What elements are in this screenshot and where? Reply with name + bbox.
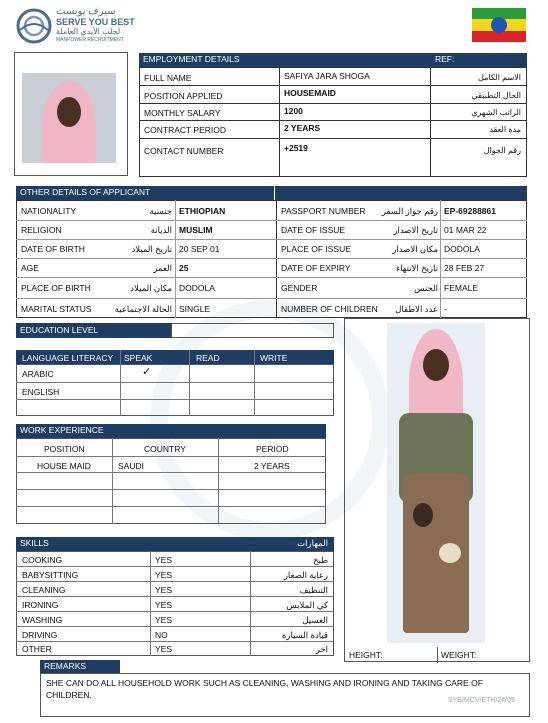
age-value: 25 xyxy=(179,263,189,273)
headshot-frame xyxy=(14,52,128,176)
position-label: POSITION APPLIED xyxy=(144,91,223,101)
religion-value: MUSLIM xyxy=(179,225,213,235)
skill-ironing: IRONING xyxy=(22,600,59,610)
skill-washing: WASHING xyxy=(22,615,63,625)
passport-value: EP-69288861 xyxy=(444,206,496,216)
logo-emblem-icon xyxy=(16,8,52,44)
work-header-position: POSITION xyxy=(44,444,85,454)
issue-date-label: DATE OF ISSUE xyxy=(281,225,346,235)
employment-header xyxy=(139,53,527,67)
skills-title: SKILLS xyxy=(20,538,49,548)
passport-arabic: رقم جواز السفر xyxy=(381,206,438,216)
salary-label: MONTHLY SALARY xyxy=(144,108,221,118)
weight-label: WEIGHT: xyxy=(441,650,477,660)
skill-driving: DRIVING xyxy=(22,630,58,640)
position-value: HOUSEMAID xyxy=(284,88,336,98)
nationality-arabic: جنسية xyxy=(149,206,172,216)
logo-name: SERVE YOU BEST xyxy=(56,17,135,27)
dob-arabic: تاريخ الميلاد xyxy=(131,244,172,254)
salary-value: 1200 xyxy=(284,106,303,116)
skill-cleaning: CLEANING xyxy=(22,585,66,595)
passport-label: PASSPORT NUMBER xyxy=(281,206,366,216)
skill-babysitting-value: YES xyxy=(155,570,173,580)
skill-other-value: YES xyxy=(155,644,173,654)
gender-label: GENDER xyxy=(281,283,318,293)
other-details-title: OTHER DETAILS OF APPLICANT xyxy=(20,187,151,197)
headshot-photo xyxy=(22,73,116,163)
employment-title: EMPLOYMENT DETAILS xyxy=(143,54,240,64)
age-arabic: العمر xyxy=(153,263,172,273)
ethiopia-flag xyxy=(472,8,526,42)
work-position-value: HOUSE MAID xyxy=(37,461,91,471)
pob-value: DODOLA xyxy=(179,283,215,293)
contract-label: CONTRACT PERIOD xyxy=(144,125,227,135)
remarks-header xyxy=(40,660,120,673)
lang-arabic-speak-check: ✓ xyxy=(142,366,152,378)
lang-header-literacy: LANGUAGE LITERACY xyxy=(22,353,114,363)
remarks-text: SHE CAN DO ALL HOUSEHOLD WORK SUCH AS CLEANING, WASHING AND IRONING AND TAKING CARE OF CHILDREN. xyxy=(46,678,483,700)
children-arabic: عدد الاطفال xyxy=(395,304,438,314)
nationality-value: ETHIOPIAN xyxy=(179,206,226,216)
dob-label: DATE OF BIRTH xyxy=(21,244,85,254)
work-country-value: SAUDI xyxy=(118,461,144,471)
salary-arabic: الراتب الشهري xyxy=(471,108,521,117)
work-header xyxy=(16,424,326,438)
skill-cleaning-arabic: التنظيف xyxy=(299,585,328,595)
lang-header-read: READ xyxy=(196,353,220,363)
religion-label: RELIGION xyxy=(21,225,62,235)
age-label: AGE xyxy=(21,263,39,273)
height-label: HEIGHT: xyxy=(349,650,383,660)
skill-washing-arabic: الغسيل xyxy=(302,615,328,625)
children-label: NUMBER OF CHILDREN xyxy=(281,304,378,314)
skill-cleaning-value: YES xyxy=(155,585,173,595)
full-name-label: FULL NAME xyxy=(144,73,192,83)
full-photo-frame xyxy=(344,318,530,662)
skills-title-arabic: المهارات xyxy=(297,538,328,548)
remarks-title: REMARKS xyxy=(44,661,87,671)
full-name-value: SAFIYA JARA SHOGA xyxy=(284,71,370,81)
place-issue-arabic: مكان الاصدار xyxy=(392,244,438,254)
children-value: - xyxy=(444,304,447,314)
pob-arabic: مكان الميلاد xyxy=(130,283,172,293)
language-table xyxy=(16,350,334,416)
contact-label: CONTACT NUMBER xyxy=(144,146,224,156)
education-header xyxy=(16,323,171,338)
skill-cooking-arabic: طبخ xyxy=(313,555,328,565)
skill-cooking: COOKING xyxy=(22,555,63,565)
skill-cooking-value: YES xyxy=(155,555,173,565)
work-period-value: 2 YEARS xyxy=(254,461,290,471)
skill-driving-arabic: قيادة السيارة xyxy=(281,630,328,640)
place-issue-label: PLACE OF ISSUE xyxy=(281,244,351,254)
company-logo xyxy=(16,6,156,46)
other-details-table xyxy=(16,200,527,318)
other-details-header xyxy=(16,186,527,200)
gender-arabic: الجنس xyxy=(414,283,438,293)
full-name-arabic: الاسم الكامل xyxy=(478,73,521,82)
full-body-photo xyxy=(387,323,485,643)
ref-label: REF: xyxy=(435,54,455,64)
issue-date-arabic: تاريخ الاصدار xyxy=(393,225,438,235)
work-title: WORK EXPERIENCE xyxy=(20,425,104,435)
position-arabic: الحال التطبيقي xyxy=(471,91,521,100)
logo-arabic: سيرف يوبست xyxy=(56,6,116,17)
nationality-label: NATIONALITY xyxy=(21,206,77,216)
skill-ironing-arabic: كي الملابس xyxy=(286,600,328,610)
skill-driving-value: NO xyxy=(155,630,168,640)
marital-value: SINGLE xyxy=(179,304,211,314)
skill-other-arabic: اخر xyxy=(315,644,328,654)
contact-arabic: رقم الجوال xyxy=(483,146,521,155)
skill-babysitting-arabic: رعاية الصغار xyxy=(283,570,328,580)
expiry-value: 28 FEB 27 xyxy=(444,263,485,273)
education-title: EDUCATION LEVEL xyxy=(20,325,99,335)
religion-arabic: الديانة xyxy=(150,225,172,235)
skill-ironing-value: YES xyxy=(155,600,173,610)
issue-date-value: 01 MAR 22 xyxy=(444,225,487,235)
education-value-box xyxy=(171,323,334,338)
skill-other: OTHER xyxy=(22,644,52,654)
lang-arabic: ARABIC xyxy=(22,369,54,379)
logo-arabic-sub: لجلب الأيدي العاملة xyxy=(56,27,121,36)
expiry-label: DATE OF EXPIRY xyxy=(281,263,351,273)
expiry-arabic: تاريخ الانتهاء xyxy=(396,263,438,273)
marital-label: MARITAL STATUS xyxy=(21,304,92,314)
contract-value: 2 YEARS xyxy=(284,123,321,133)
lang-english: ENGLISH xyxy=(22,387,60,397)
document-code: SYB/MCV/ETH/24/09 xyxy=(448,697,515,704)
work-header-period: PERIOD xyxy=(256,444,289,454)
skill-washing-value: YES xyxy=(155,615,173,625)
dob-value: 20 SEP 01 xyxy=(179,244,220,254)
contract-arabic: مدة العقد xyxy=(489,125,521,134)
work-header-country: COUNTRY xyxy=(144,444,186,454)
gender-value: FEMALE xyxy=(444,283,479,293)
place-issue-value: DODOLA xyxy=(444,244,480,254)
skill-babysitting: BABYSITTING xyxy=(22,570,79,580)
lang-header-speak: SPEAK xyxy=(124,353,153,363)
marital-arabic: الحالة الاجتماعية xyxy=(114,304,172,314)
pob-label: PLACE OF BIRTH xyxy=(21,283,91,293)
logo-sub: MANPOWER RECRUITMENT xyxy=(56,37,124,43)
lang-header-write: WRITE xyxy=(260,353,288,363)
skills-header xyxy=(16,537,334,551)
contact-value: +2519 xyxy=(284,143,308,153)
